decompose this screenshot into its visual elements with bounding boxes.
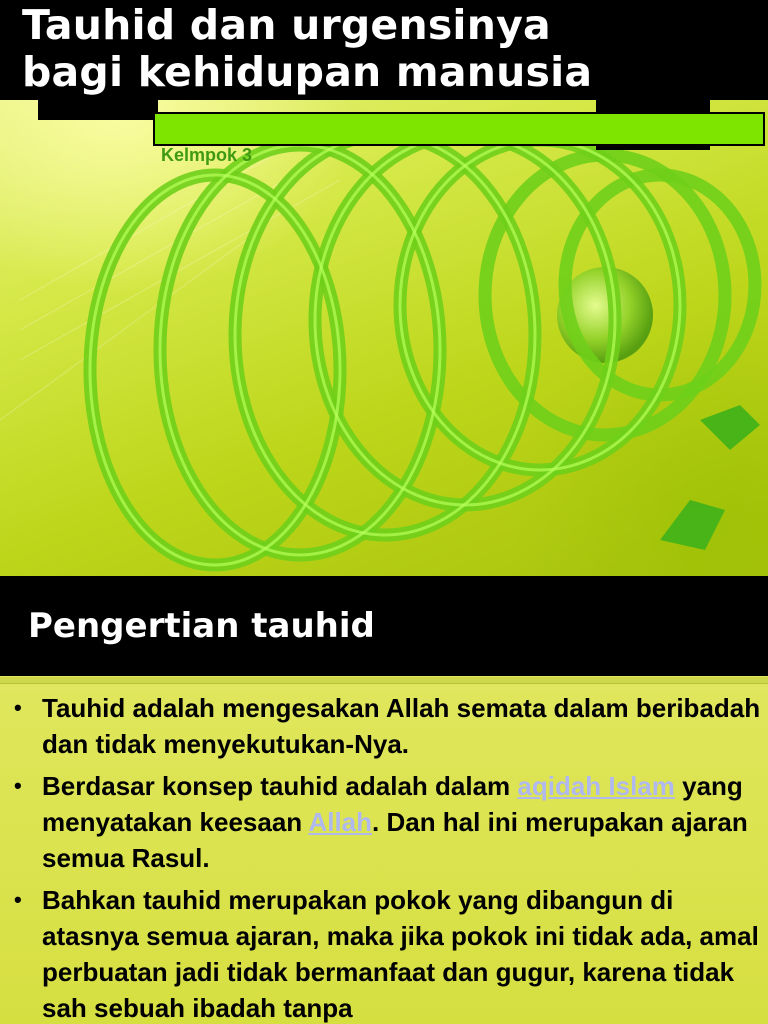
bullet-icon: •	[14, 887, 22, 912]
slide-title-line2: bagi kehidupan manusia	[22, 48, 593, 96]
link-aqidah-islam[interactable]: aqidah Islam	[517, 771, 675, 801]
slide-title	[22, 2, 752, 96]
bullet-list	[14, 690, 764, 1024]
bullet-icon: •	[14, 773, 22, 798]
title-bar-accent	[38, 100, 158, 120]
heading-divider	[0, 677, 768, 684]
list-item	[14, 768, 764, 876]
bullet-text: yang menyatakan keesaan	[42, 771, 743, 837]
content-slide	[0, 576, 768, 1024]
link-allah[interactable]: Allah	[308, 807, 373, 837]
bullet-text: Tauhid adalah mengesakan Allah semata dalam beribadah dan tidak menyekutukan-Nya.	[42, 693, 761, 759]
list-item	[14, 690, 764, 762]
list-item	[14, 882, 764, 1024]
slide-subtitle: Kelmpok 3	[161, 145, 253, 165]
slide-heading: Pengertian tauhid	[28, 606, 375, 646]
bullet-text: Bahkan tauhid merupakan pokok yang dibangun di atasnya semua ajaran, maka jika pokok ini tidak ada, amal perbuatan jadi tidak bermanfaat dan gugur, karena tidak sah sebuah ibadah tanpa	[42, 885, 759, 1023]
bullet-icon: •	[14, 695, 22, 720]
bullet-text: . Dan hal ini merupakan ajaran semua Rasul.	[42, 807, 748, 873]
bullet-text: Berdasar konsep tauhid adalah dalam	[42, 771, 518, 801]
subtitle-placeholder-box	[153, 112, 765, 146]
slide-title-line1: Tauhid dan urgensinya	[22, 1, 551, 49]
